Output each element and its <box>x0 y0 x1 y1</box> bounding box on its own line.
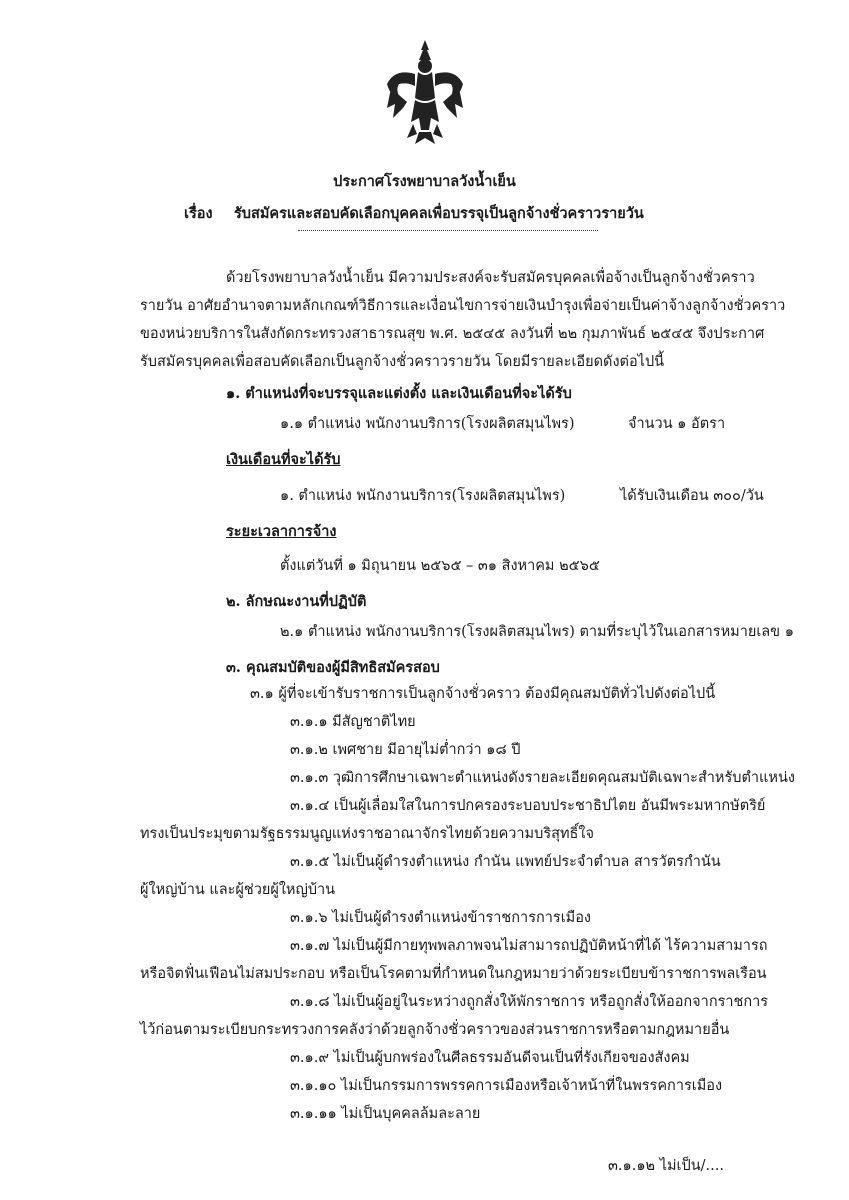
salary-position: ๑. ตำแหน่ง พนักงานบริการ(โรงผลิตสมุนไพร) <box>280 488 566 504</box>
qualification-7a: ๓.๑.๗ ไม่เป็นผู้มีกายทุพพลภาพจนไม่สามารถปฏิบัติหน้าที่ได้ ไร้ความสามารถ <box>290 938 768 954</box>
qualification-4b: ทรงเป็นประมุขตามรัฐธรรมนูญแห่งราชอาณาจักรไทยด้วยความบริสุทธิ์ใจ <box>140 826 594 842</box>
period-text: ตั้งแต่วันที่ ๑ มิถุนายน ๒๕๖๕ – ๓๑ สิงหาคม ๒๕๖๕ <box>280 558 600 574</box>
salary-amount: ได้รับเงินเดือน ๓๐๐/วัน <box>620 488 764 504</box>
section3-sub: ๓.๑ ผู้ที่จะเข้ารับราชการเป็นลูกจ้างชั่วคราว ต้องมีคุณสมบัติทั่วไปดังต่อไปนี้ <box>250 686 716 702</box>
page-continuation: ๓.๑.๑๒ ไม่เป็น/.... <box>608 1158 724 1174</box>
garuda-emblem-icon <box>385 38 465 148</box>
qualification-9: ๓.๑.๙ ไม่เป็นผู้บกพร่องในศีลธรรมอันดีจนเป็นที่รังเกียจของสังคม <box>290 1050 690 1066</box>
section1-heading: ๑. ตำแหน่งที่จะบรรจุและแต่งตั้ง และเงินเดือนที่จะได้รับ <box>226 385 572 402</box>
qualification-6: ๓.๑.๖ ไม่เป็นผู้ดำรงตำแหน่งข้าราชการการเมือง <box>290 910 591 926</box>
qualification-4a: ๓.๑.๔ เป็นผู้เลื่อมใสในการปกครองระบอบประชาธิปไตย อันมีพระมหากษัตริย์ <box>290 798 766 814</box>
announcement-title: ประกาศโรงพยาบาลวังน้ำเย็น <box>333 173 516 190</box>
qualification-8b: ไว้ก่อนตามระเบียบกระทรวงการคลังว่าด้วยลูกจ้างชั่วคราวของส่วนราชการหรือตามกฎหมายอื่น <box>140 1022 730 1038</box>
section1-count: จำนวน ๑ อัตรา <box>628 416 726 432</box>
qualification-7b: หรือจิตฟั่นเฟือนไม่สมประกอบ หรือเป็นโรคตามที่กำหนดในกฎหมายว่าด้วยระเบียบข้าราชการพลเรือน <box>140 966 767 982</box>
section3-heading: ๓. คุณสมบัติของผู้มีสิทธิสมัครสอบ <box>226 659 440 676</box>
intro-line-2: รายวัน อาศัยอำนาจตามหลักเกณฑ์วิธีการและเงื่อนไขการจ่ายเงินบำรุงเพื่อจ่ายเป็นค่าจ้างลูกจ้างชั่วคราว <box>140 298 786 314</box>
qualification-8a: ๓.๑.๘ ไม่เป็นผู้อยู่ในระหว่างถูกสั่งให้พักราชการ หรือถูกสั่งให้ออกจากราชการ <box>290 994 769 1010</box>
section1-position: ๑.๑ ตำแหน่ง พนักงานบริการ(โรงผลิตสมุนไพร) <box>280 416 575 432</box>
intro-line-1: ด้วยโรงพยาบาลวังน้ำเย็น มีความประสงค์จะรับสมัครบุคคลเพื่อจ้างเป็นลูกจ้างชั่วคราว <box>226 270 755 286</box>
subject-text: รับสมัครและสอบคัดเลือกบุคคลเพื่อบรรจุเป็นลูกจ้างชั่วคราวรายวัน <box>234 205 644 222</box>
qualification-5a: ๓.๑.๕ ไม่เป็นผู้ดำรงตำแหน่ง กำนัน แพทย์ประจำตำบล สารวัตรกำนัน <box>290 854 721 870</box>
intro-line-3: ของหน่วยบริการในสังกัดกระทรวงสาธารณสุข พ.ศ. ๒๕๔๕ ลงวันที่ ๒๒ กุมภาพันธ์ ๒๕๔๕ จึงประกาศ <box>140 326 765 342</box>
intro-line-4: รับสมัครบุคคลเพื่อสอบคัดเลือกเป็นลูกจ้างชั่วคราวรายวัน โดยมีรายละเอียดดังต่อไปนี้ <box>140 354 665 370</box>
title-divider <box>298 230 598 231</box>
section2-item: ๒.๑ ตำแหน่ง พนักงานบริการ(โรงผลิตสมุนไพร) ตามที่ระบุไว้ในเอกสารหมายเลข ๑ <box>280 624 794 640</box>
qualification-3: ๓.๑.๓ วุฒิการศึกษาเฉพาะตำแหน่งดังรายละเอียดคุณสมบัติเฉพาะสำหรับตำแหน่ง <box>290 770 795 786</box>
qualification-5b: ผู้ใหญ่บ้าน และผู้ช่วยผู้ใหญ่บ้าน <box>140 882 336 898</box>
qualification-11: ๓.๑.๑๑ ไม่เป็นบุคคลล้มละลาย <box>290 1106 481 1122</box>
qualification-10: ๓.๑.๑๐ ไม่เป็นกรรมการพรรคการเมืองหรือเจ้าหน้าที่ในพรรคการเมือง <box>290 1078 723 1094</box>
qualification-1: ๓.๑.๑ มีสัญชาติไทย <box>290 714 416 730</box>
subject-label: เรื่อง <box>184 205 213 222</box>
qualification-2: ๓.๑.๒ เพศชาย มีอายุไม่ต่ำกว่า ๑๘ ปี <box>290 742 521 758</box>
period-heading: ระยะเวลาการจ้าง <box>226 523 337 540</box>
salary-heading: เงินเดือนที่จะได้รับ <box>226 451 341 468</box>
section2-heading: ๒. ลักษณะงานที่ปฏิบัติ <box>226 593 367 610</box>
